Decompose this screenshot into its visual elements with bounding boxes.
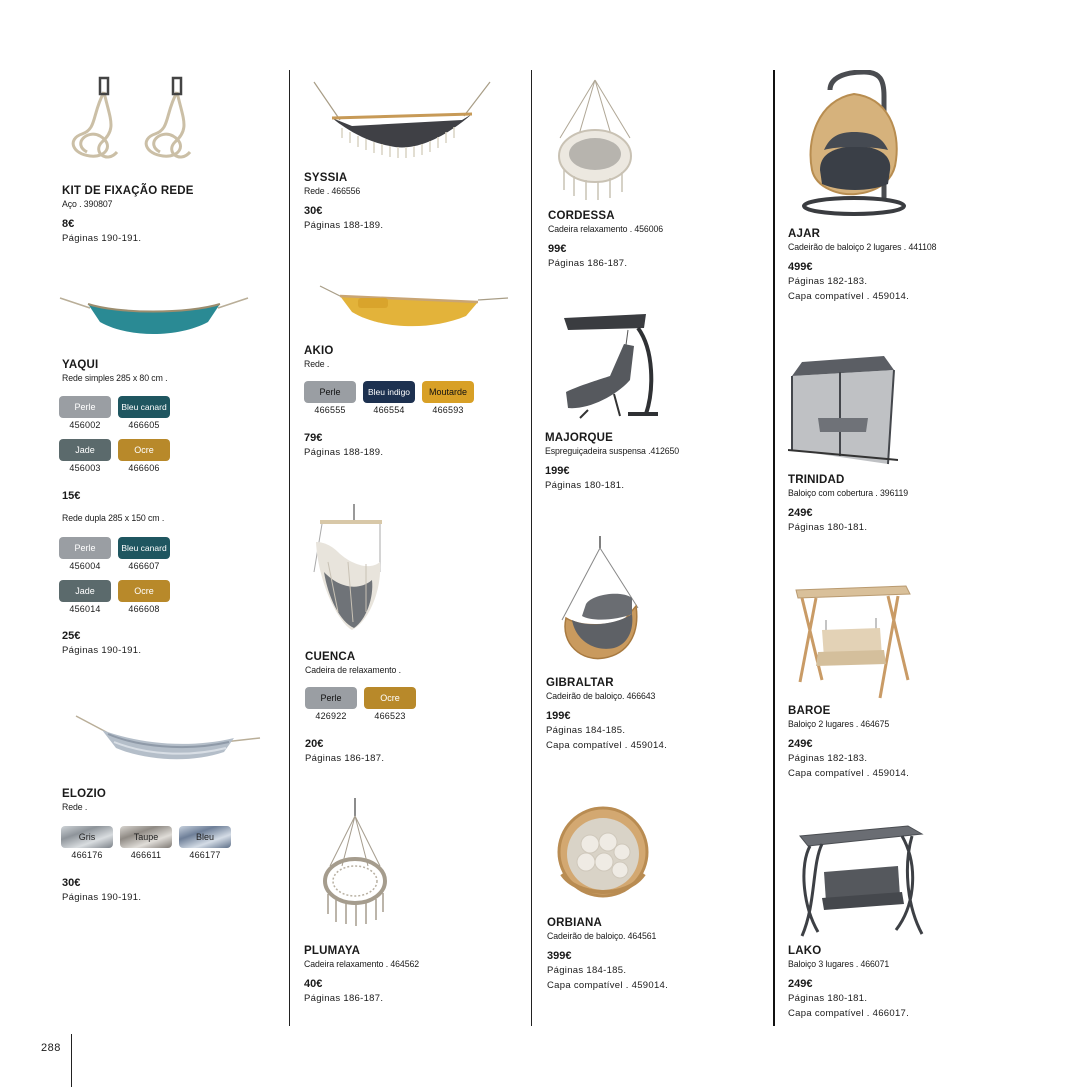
product-cover: Capa compatível . 459014. (547, 980, 669, 991)
product-pages: Páginas 186-187. (548, 258, 628, 269)
swatch-code: 466176 (71, 850, 103, 860)
cuenca-info (305, 651, 409, 678)
swatch-ocre[interactable]: Ocre (118, 439, 170, 461)
orbiana-info (547, 917, 668, 993)
product-pages: Páginas 186-187. (305, 753, 385, 764)
swatch-moutarde[interactable]: Moutarde (422, 381, 474, 403)
swatch-code: 466606 (128, 463, 160, 473)
product-pages: Páginas 186-187. (304, 993, 384, 1004)
product-name: KIT DE FIXAÇÃO REDE (62, 185, 194, 197)
orbiana-image (556, 804, 650, 900)
swatch-code: 466607 (128, 561, 160, 571)
elozio-info (62, 788, 106, 815)
product-pages: Páginas 188-189. (304, 447, 384, 458)
product-desc: Rede simples 285 x 80 cm . (62, 373, 168, 384)
swatch-code: 466605 (128, 420, 160, 430)
product-pages: Páginas 180-181. (545, 480, 625, 491)
kit-info (62, 185, 194, 246)
product-name: SYSSIA (304, 172, 348, 184)
trinidad-info (788, 474, 918, 535)
product-pages: Páginas 184-185. (547, 965, 627, 976)
product-price: 30€ (62, 877, 81, 889)
column-divider-1 (289, 70, 290, 1026)
product-name: PLUMAYA (304, 945, 361, 957)
swatch-perle[interactable]: Perle (305, 687, 357, 709)
cuenca-swatches (305, 687, 416, 721)
product-desc: Rede dupla 285 x 150 cm . (62, 513, 165, 524)
swatch-gris[interactable]: Gris (61, 826, 113, 848)
product-desc: Cadeirão de baloiço. 464561 (547, 931, 657, 942)
product-price: 15€ (62, 490, 81, 502)
plumaya-info (304, 945, 429, 1006)
product-price: 30€ (304, 205, 323, 217)
swatch-ocre[interactable]: Ocre (118, 580, 170, 602)
product-cover: Capa compatível . 466017. (788, 1008, 910, 1019)
cuenca-price (305, 732, 384, 766)
product-name: AKIO (304, 345, 334, 357)
product-desc: Cadeirão de baloiço 2 lugares . 441108 (788, 242, 937, 253)
product-pages: Páginas 182-183. (788, 276, 868, 287)
page-number: 288 (41, 1042, 61, 1054)
akio-swatches (304, 381, 474, 415)
elozio-image (74, 712, 262, 764)
product-pages: Páginas 180-181. (788, 522, 868, 533)
yaqui-swatches-3 (59, 537, 170, 571)
product-price: 249€ (788, 738, 813, 750)
swatch-code: 456004 (69, 561, 101, 571)
trinidad-image (788, 352, 898, 470)
product-name: BAROE (788, 705, 831, 717)
swatch-bleu[interactable]: Bleu (179, 826, 231, 848)
product-price: 79€ (304, 432, 323, 444)
product-desc: Cadeira de relaxamento . (305, 665, 401, 676)
cordessa-info (548, 210, 673, 271)
plumaya-image (320, 796, 390, 928)
product-pages: Páginas 180-181. (788, 993, 868, 1004)
product-name: ORBIANA (547, 917, 603, 929)
yaqui-price-2 (62, 624, 141, 658)
product-desc: Rede . 466556 (304, 186, 361, 197)
product-desc: Baloiço 3 lugares . 466071 (788, 959, 890, 970)
yaqui-desc-2 (62, 512, 173, 526)
product-desc: Cadeira relaxamento . 456006 (548, 224, 664, 235)
column-divider-3 (773, 70, 775, 1026)
swatch-bleu-indigo[interactable]: Bleu indigo (363, 381, 415, 403)
product-name: CUENCA (305, 651, 356, 663)
product-desc: Baloiço com cobertura . 396119 (788, 488, 909, 499)
elozio-price (62, 871, 141, 905)
product-pages: Páginas 184-185. (546, 725, 626, 736)
swatch-code: 426922 (315, 711, 347, 721)
yaqui-swatches-2 (59, 439, 170, 473)
product-price: 8€ (62, 218, 75, 230)
swatch-jade[interactable]: Jade (59, 439, 111, 461)
swatch-code: 466523 (374, 711, 406, 721)
product-name: AJAR (788, 228, 821, 240)
swatch-code: 466611 (130, 850, 162, 860)
swatch-perle[interactable]: Perle (59, 537, 111, 559)
gibraltar-image (552, 534, 644, 666)
lako-info (788, 945, 909, 1021)
product-name: LAKO (788, 945, 822, 957)
yaqui-swatches-4 (59, 580, 170, 614)
product-desc: Cadeirão de baloiço. 466643 (546, 691, 656, 702)
product-name: GIBRALTAR (546, 677, 614, 689)
swatch-jade[interactable]: Jade (59, 580, 111, 602)
baroe-info (788, 705, 909, 781)
product-name: MAJORQUE (545, 432, 614, 444)
column-divider-2 (531, 70, 532, 1026)
cuenca-image (308, 502, 390, 638)
product-pages: Páginas 190-191. (62, 892, 142, 903)
product-name: ELOZIO (62, 788, 107, 800)
product-pages: Páginas 182-183. (788, 753, 868, 764)
yaqui-swatches-1 (59, 396, 170, 430)
product-price: 99€ (548, 243, 567, 255)
product-desc: Rede . (304, 359, 330, 370)
swatch-bleu-canard[interactable]: Bleu canard (118, 396, 170, 418)
product-pages: Páginas 190-191. (62, 233, 142, 244)
product-cover: Capa compatível . 459014. (546, 740, 668, 751)
akio-image (318, 282, 510, 334)
kit-image (62, 74, 212, 174)
syssia-image (312, 80, 492, 165)
product-cover: Capa compatível . 459014. (788, 768, 910, 779)
swatch-taupe[interactable]: Taupe (120, 826, 172, 848)
product-price: 249€ (788, 507, 813, 519)
swatch-code: 466608 (128, 604, 160, 614)
swatch-perle[interactable]: Perle (304, 381, 356, 403)
majorque-info (545, 432, 691, 493)
akio-info (304, 345, 334, 372)
swatch-perle[interactable]: Perle (59, 396, 111, 418)
swatch-bleu-canard[interactable]: Bleu canard (118, 537, 170, 559)
product-price: 40€ (304, 978, 323, 990)
product-desc: Espreguiçadeira suspensa .412650 (545, 446, 680, 457)
product-price: 399€ (547, 950, 572, 962)
product-price: 499€ (788, 261, 813, 273)
product-price: 199€ (545, 465, 570, 477)
ajar-image (800, 70, 910, 216)
product-name: TRINIDAD (788, 474, 845, 486)
page-margin-line (71, 1034, 72, 1087)
yaqui-image (58, 294, 250, 344)
swatch-code: 456003 (69, 463, 101, 473)
product-price: 249€ (788, 978, 813, 990)
baroe-image (792, 580, 912, 700)
gibraltar-info (546, 677, 667, 753)
swatch-code: 466554 (373, 405, 405, 415)
product-price: 20€ (305, 738, 324, 750)
product-price: 199€ (546, 710, 571, 722)
product-desc: Rede . (62, 802, 88, 813)
ajar-info (788, 228, 949, 304)
lako-image (796, 824, 924, 942)
product-pages: Páginas 188-189. (304, 220, 384, 231)
product-name: YAQUI (62, 359, 99, 371)
akio-price (304, 426, 383, 460)
swatch-code: 466593 (432, 405, 464, 415)
elozio-swatches (61, 826, 231, 860)
yaqui-info (62, 359, 177, 386)
product-name: CORDESSA (548, 210, 615, 222)
majorque-image (558, 310, 664, 422)
product-price: 25€ (62, 630, 81, 642)
syssia-info (304, 172, 383, 233)
product-desc: Cadeira relaxamento . 464562 (304, 959, 420, 970)
product-desc: Aço . 390807 (62, 199, 113, 210)
product-pages: Páginas 190-191. (62, 645, 142, 656)
swatch-code: 466555 (314, 405, 346, 415)
cordessa-image (554, 78, 636, 202)
swatch-code: 456014 (69, 604, 101, 614)
swatch-ocre[interactable]: Ocre (364, 687, 416, 709)
swatch-code: 456002 (69, 420, 101, 430)
yaqui-price-1 (62, 484, 80, 503)
product-desc: Baloiço 2 lugares . 464675 (788, 719, 890, 730)
swatch-code: 466177 (189, 850, 221, 860)
product-cover: Capa compatível . 459014. (788, 291, 910, 302)
